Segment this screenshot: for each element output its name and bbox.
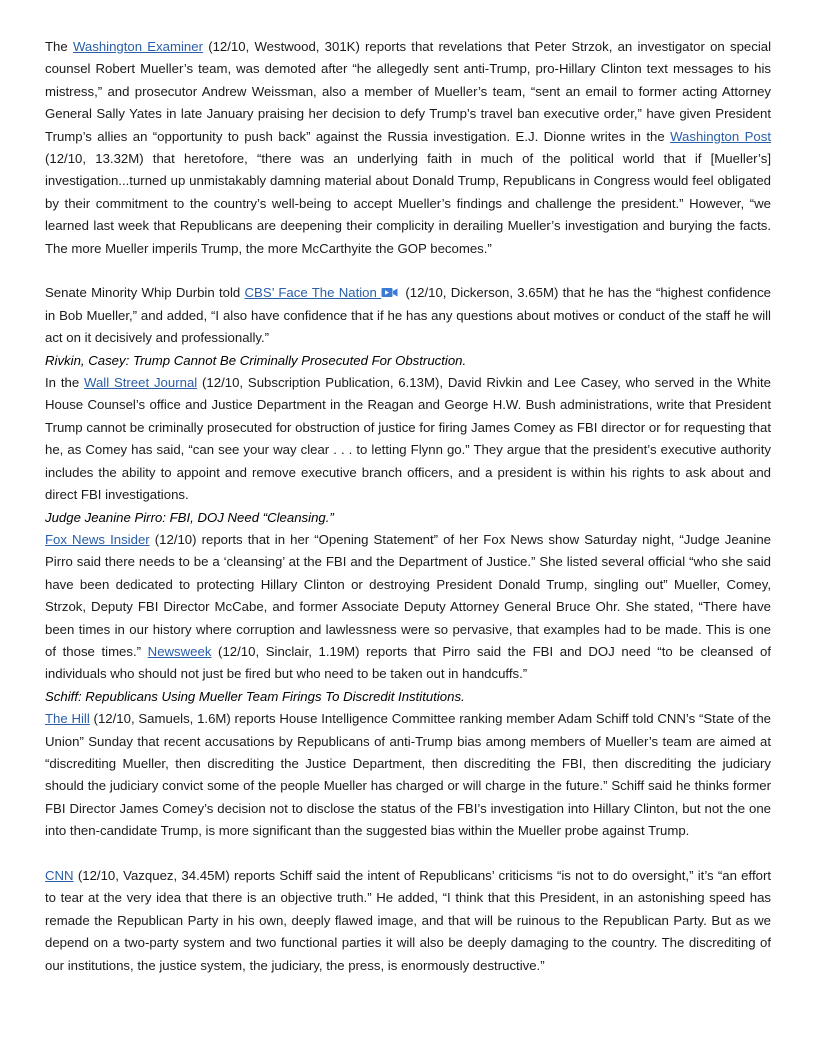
heading-rivkin-casey <box>45 350 771 372</box>
paragraph-cnn <box>45 865 771 977</box>
text: (12/10) reports that in her “Opening Statement” of her Fox News show Saturday night, “Judge Jeanine Pirro said there needs to be a ‘cleansing’ at the FBI and the Department of Justice.” She listed several official “who she said have been dedicated to protecting Hillary Clinton or destroying President Donald Trump, singling out” Mueller, Comey, Strzok, Deputy FBI Director McCabe, and former Associate Deputy Attorney General Bruce Ohr. She stated, “There have been times in our history where corruption and lawlessness were so pervasive, that examples had to be made. This is one of those times.” <box>45 531 772 659</box>
link-washington-examiner[interactable]: Washington Examiner <box>72 39 203 54</box>
text: (12/10, Samuels, 1.6M) reports House Intelligence Committee ranking member Adam Schiff told CNN’s “State of the Union” Sunday that recent accusations by Republicans of anti-Trump bias among members of Mueller’s team are aimed at “discrediting Mueller, then discrediting the Justice Department, then discrediting the FBI, then discrediting the judiciary should the judiciary convict some of the people Mueller has charged or will charge in the future.” Schiff said he thinks former FBI Director James Comey’s decision not to disclose the status of the FBI’s investigation into Hillary Clinton, but not the one into then-candidate Trump, is more significant than the suggested bias within the Mueller probe against Trump. <box>45 711 771 839</box>
video-camera-icon[interactable] <box>381 287 398 298</box>
paragraph-fox-news-insider <box>45 529 771 686</box>
paragraph-the-hill <box>45 708 771 842</box>
link-fox-news-insider[interactable]: Fox News Insider <box>45 531 150 547</box>
paragraph-wall-street-journal <box>45 372 771 506</box>
link-washington-post[interactable]: Washington Post <box>670 128 772 144</box>
heading-title: Schiff: Republicans Using Mueller Team Firings To Discredit Institutions <box>45 688 462 704</box>
heading-title: Rivkin, Casey: Trump Cannot Be Criminally Prosecuted For Obstruction <box>45 352 463 368</box>
link-newsweek[interactable]: Newsweek <box>147 643 212 659</box>
heading-schiff <box>45 686 771 708</box>
spacer <box>45 843 771 865</box>
text: Senate Minority Whip Durbin told <box>45 285 245 301</box>
text: (12/10, Vazquez, 34.45M) reports Schiff said the intent of Republicans’ criticisms “is not to do oversight,” it’s “an effort to tear at the very idea that there is an objective truth.” He added, “I think that this President, in an astonishing speed has remade the Republican Party in his own, deeply flawed image, and that will be ruinous to the Republican Party. But as we depend on a two-party system and two functional parties it will also be deeply damaging to the country. The discrediting of our institutions, the justice system, the judiciary, the press, is enormously destructive.” <box>45 868 771 973</box>
text: (12/10, Westwood, 301K) reports that revelations that Peter Strzok, an investigator on special counsel Robert Mueller’s team, was demoted after “he allegedly sent anti-Trump, pro-Hillary Clinton text messages to his mistress,” and prosecutor Andrew Weissman, also a member of Mueller’s team, “sent an email to former acting Attorney General Sally Yates in late January praising her decision to defy Trump’s travel ban executive order,” have given President Trump’s allies an “opportunity to push back” against the Russia investigation. E.J. Dionne writes in the <box>45 39 772 144</box>
paragraph-durbin <box>45 282 771 349</box>
text: In the <box>45 375 84 391</box>
spacer <box>45 260 771 282</box>
text: (12/10, 13.32M) that heretofore, “there was an underlying faith in much of the political world that if [Mueller’s] investigation...turned up unmistakably damning material about Donald Trump, Republicans in Congress would feel obligated by their commitment to the country’s well-being to accept Mueller’s findings and challenge the president.” However, “we learned last week that Republicans are deepening their complicity in derailing Mueller’s investigation and burying the facts. The more Mueller imperils Trump, the more McCarthyite the GOP becomes.” <box>45 151 771 256</box>
text: (12/10, Sinclair, 1.19M) reports that Pirro said the FBI and DOJ need “to be cleansed of individuals who should not just be fired but who need to be taken out in handcuffs.” <box>45 643 771 682</box>
text: (12/10, Dickerson, 3.65M) that he has the “highest confidence in Bob Mueller,” and added, “I also have confidence that if he has any questions about motives or conduct of the staff he will act on it decisively and professionally.” <box>45 285 771 346</box>
heading-period: . <box>462 352 467 368</box>
heading-period: . <box>461 688 465 704</box>
link-the-hill[interactable]: The Hill <box>45 711 90 727</box>
link-cbs-face-the-nation[interactable]: CBS’ Face The Nation <box>244 285 382 301</box>
link-wall-street-journal[interactable]: Wall Street Journal <box>83 375 198 391</box>
text: The <box>45 39 73 54</box>
heading-title: Judge Jeanine Pirro: FBI, DOJ Need “Cleansing.” <box>45 509 334 525</box>
text: (12/10, Subscription Publication, 6.13M), David Rivkin and Lee Casey, who served in the White House Counsel’s office and Justice Department in the Reagan and George H.W. Bush administrations, write that President Trump cannot be criminally prosecuted for obstruction of justice for firing James Comey as FBI director or for requesting that he, as Comey has said, “can see your way clear . . . to letting Flynn go.” They argue that the president’s executive authority includes the ability to appoint and remove executive branch officers, and a president is within his rights to ask about and direct FBI investigations. <box>45 375 771 503</box>
link-cnn[interactable]: CNN <box>45 868 74 883</box>
heading-pirro <box>45 507 771 529</box>
paragraph-washington-examiner <box>45 36 771 260</box>
